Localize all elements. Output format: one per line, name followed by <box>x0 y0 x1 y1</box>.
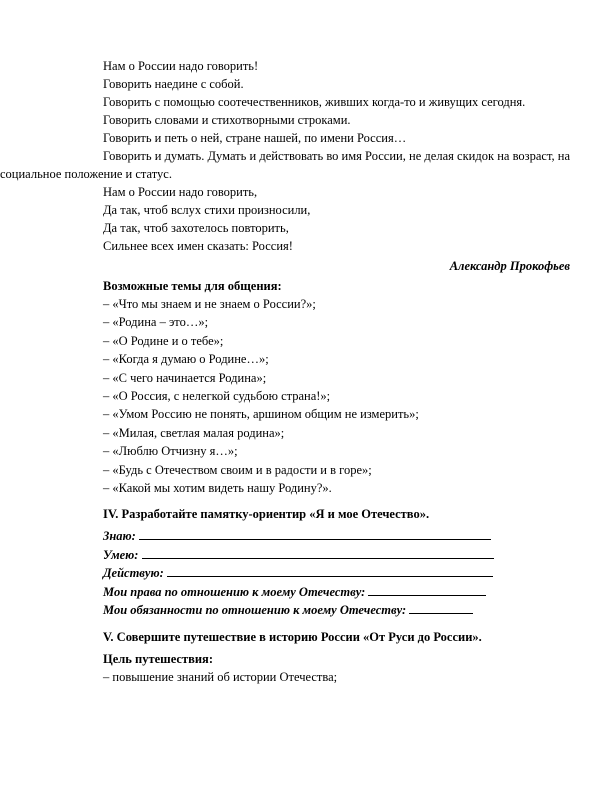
topic-item: – «О Родине и о тебе»; <box>103 333 224 348</box>
poem-line: Да так, чтоб захотелось повторить, <box>103 221 289 235</box>
goal-heading: Цель путешествия: <box>103 651 213 666</box>
field-rights <box>103 583 570 601</box>
topic-item: – «Родина – это…»; <box>103 315 209 330</box>
field-act-label: Действую: <box>103 566 164 581</box>
document-page <box>0 57 570 686</box>
topics-list <box>103 295 570 497</box>
field-rights-blank[interactable] <box>368 583 486 596</box>
field-can <box>103 546 570 564</box>
memo-fields <box>103 527 570 619</box>
topic-item: – «Когда я думаю о Родине…»; <box>103 352 269 367</box>
topics-heading: Возможные темы для общения: <box>103 279 282 293</box>
poem-line: Говорить и петь о ней, стране нашей, по имени Россия… <box>103 131 407 145</box>
poem-line: Нам о России надо говорить! <box>103 59 259 73</box>
topic-item: – «Люблю Отчизну я…»; <box>103 444 238 459</box>
field-know <box>103 527 570 545</box>
poem-line: Говорить словами и стихотворными строками. <box>103 113 351 127</box>
topic-item: – «О Россия, с нелегкой судьбою страна!»; <box>103 389 331 404</box>
field-can-label: Умею: <box>103 547 139 562</box>
topic-item: – «Какой мы хотим видеть нашу Родину?». <box>103 481 332 496</box>
field-duties-label: Мои обязанности по отношению к моему Отечеству: <box>103 603 407 618</box>
field-know-blank[interactable] <box>139 527 491 540</box>
field-duties-blank[interactable] <box>409 601 473 614</box>
field-can-blank[interactable] <box>142 546 494 559</box>
field-duties <box>103 601 570 619</box>
topic-item: – «Что мы знаем и не знаем о России?»; <box>103 297 316 311</box>
field-act-blank[interactable] <box>167 564 493 577</box>
field-rights-label: Мои права по отношению к моему Отечеству: <box>103 584 366 599</box>
topic-item: – «Умом Россию не понять, аршином общим не измерить»; <box>103 407 419 422</box>
section-v-heading: V. Совершите путешествие в историю России «От Руси до России». <box>103 629 482 644</box>
poem-line: Говорить и думать. Думать и действовать во имя России, не делая скидок на возраст, на социальное положение и статус. <box>0 149 570 181</box>
field-know-label: Знаю: <box>103 529 136 544</box>
poem-line: Нам о России надо говорить, <box>103 185 258 199</box>
section-iv-heading: IV. Разработайте памятку-ориентир «Я и мое Отечество». <box>103 507 430 522</box>
poem-line: Говорить с помощью соотечественников, живших когда-то и живущих сегодня. <box>103 95 526 109</box>
topic-item: – «Будь с Отечеством своим и в радости и в горе»; <box>103 462 372 477</box>
field-act <box>103 564 570 582</box>
poem-author: Александр Прокофьев <box>449 259 570 273</box>
poem-line: Говорить наедине с собой. <box>103 77 244 91</box>
poem-line: Сильнее всех имен сказать: Россия! <box>103 239 293 253</box>
poem-line: Да так, чтоб вслух стихи произносили, <box>103 203 311 217</box>
goal-item: – повышение знаний об истории Отечества; <box>103 669 338 684</box>
topic-item: – «С чего начинается Родина»; <box>103 370 267 385</box>
topic-item: – «Милая, светлая малая родина»; <box>103 425 285 440</box>
